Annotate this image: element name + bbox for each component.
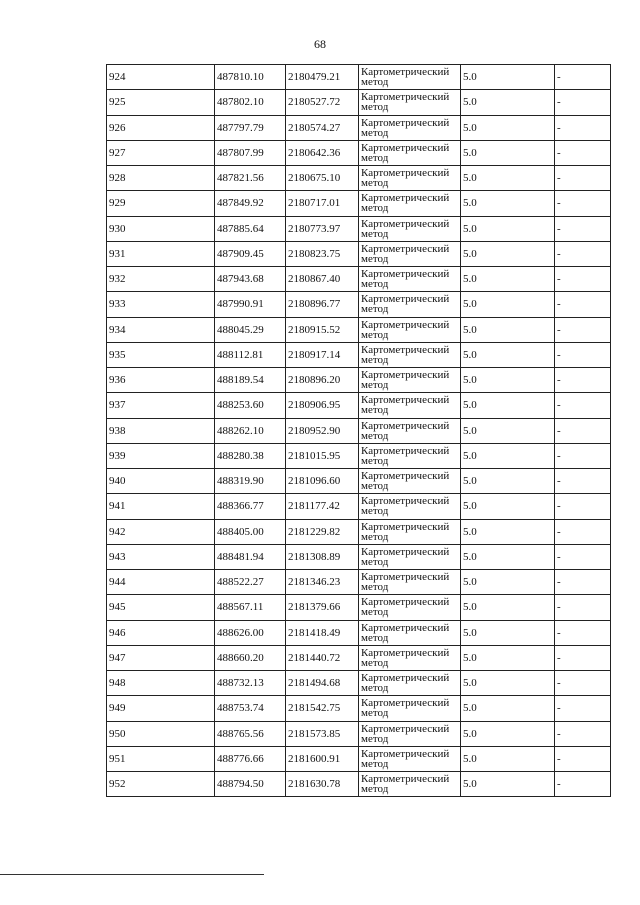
method-label-line2: метод xyxy=(361,530,389,543)
x-coordinate-cell: 488253.60 xyxy=(215,393,286,418)
method-label-line1: Картометрический xyxy=(361,141,450,154)
table-row xyxy=(107,90,611,115)
table-row xyxy=(107,772,611,797)
note-cell: - xyxy=(555,519,611,544)
method-cell xyxy=(359,90,461,115)
method-cell xyxy=(359,645,461,670)
accuracy-cell: 5.0 xyxy=(461,721,555,746)
point-number-cell: 935 xyxy=(107,342,215,367)
x-coordinate-cell: 487797.79 xyxy=(215,115,286,140)
y-coordinate-cell: 2180867.40 xyxy=(286,267,359,292)
method-cell xyxy=(359,544,461,569)
method-label-line2: метод xyxy=(361,707,389,720)
method-label-line1: Картометрический xyxy=(361,66,450,79)
x-coordinate-cell: 487802.10 xyxy=(215,90,286,115)
method-cell xyxy=(359,292,461,317)
accuracy-cell: 5.0 xyxy=(461,595,555,620)
note-cell: - xyxy=(555,620,611,645)
y-coordinate-cell: 2181096.60 xyxy=(286,469,359,494)
method-label-line1: Картометрический xyxy=(361,116,450,129)
method-label-line2: метод xyxy=(361,732,389,745)
method-label-line1: Картометрический xyxy=(361,747,450,760)
table-row xyxy=(107,519,611,544)
method-cell xyxy=(359,418,461,443)
method-label-line1: Картометрический xyxy=(361,419,450,432)
table-row xyxy=(107,696,611,721)
point-number-cell: 931 xyxy=(107,241,215,266)
accuracy-cell: 5.0 xyxy=(461,519,555,544)
note-cell: - xyxy=(555,342,611,367)
note-cell: - xyxy=(555,393,611,418)
accuracy-cell: 5.0 xyxy=(461,772,555,797)
x-coordinate-cell: 488319.90 xyxy=(215,469,286,494)
point-number-cell: 945 xyxy=(107,595,215,620)
method-label-line2: метод xyxy=(361,303,389,316)
accuracy-cell: 5.0 xyxy=(461,267,555,292)
method-cell xyxy=(359,267,461,292)
note-cell: - xyxy=(555,772,611,797)
accuracy-cell: 5.0 xyxy=(461,671,555,696)
y-coordinate-cell: 2181418.49 xyxy=(286,620,359,645)
point-number-cell: 928 xyxy=(107,166,215,191)
table-row xyxy=(107,191,611,216)
method-cell xyxy=(359,216,461,241)
method-cell xyxy=(359,140,461,165)
accuracy-cell: 5.0 xyxy=(461,216,555,241)
method-label-line2: метод xyxy=(361,227,389,240)
method-label-line2: метод xyxy=(361,631,389,644)
method-cell xyxy=(359,241,461,266)
method-label-line1: Картометрический xyxy=(361,621,450,634)
point-number-cell: 946 xyxy=(107,620,215,645)
method-label-line1: Картометрический xyxy=(361,242,450,255)
method-label-line2: метод xyxy=(361,278,389,291)
table-row xyxy=(107,645,611,670)
method-cell xyxy=(359,191,461,216)
method-cell xyxy=(359,115,461,140)
method-label-line2: метод xyxy=(361,177,389,190)
accuracy-cell: 5.0 xyxy=(461,393,555,418)
table-row xyxy=(107,443,611,468)
note-cell: - xyxy=(555,368,611,393)
method-cell xyxy=(359,595,461,620)
x-coordinate-cell: 487849.92 xyxy=(215,191,286,216)
table-row xyxy=(107,494,611,519)
accuracy-cell: 5.0 xyxy=(461,115,555,140)
method-label-line1: Картометрический xyxy=(361,444,450,457)
method-label-line2: метод xyxy=(361,656,389,669)
y-coordinate-cell: 2181015.95 xyxy=(286,443,359,468)
method-label-line2: метод xyxy=(361,783,389,796)
point-number-cell: 927 xyxy=(107,140,215,165)
point-number-cell: 951 xyxy=(107,746,215,771)
table-row xyxy=(107,115,611,140)
footnote-rule xyxy=(0,874,264,875)
method-label-line1: Картометрический xyxy=(361,571,450,584)
note-cell: - xyxy=(555,544,611,569)
point-number-cell: 939 xyxy=(107,443,215,468)
point-number-cell: 925 xyxy=(107,90,215,115)
point-number-cell: 937 xyxy=(107,393,215,418)
method-label-line2: метод xyxy=(361,202,389,215)
method-label-line2: метод xyxy=(361,757,389,770)
accuracy-cell: 5.0 xyxy=(461,620,555,645)
table-row xyxy=(107,292,611,317)
y-coordinate-cell: 2181177.42 xyxy=(286,494,359,519)
note-cell: - xyxy=(555,65,611,90)
method-label-line1: Картометрический xyxy=(361,646,450,659)
method-cell xyxy=(359,494,461,519)
y-coordinate-cell: 2181229.82 xyxy=(286,519,359,544)
note-cell: - xyxy=(555,570,611,595)
method-cell xyxy=(359,620,461,645)
y-coordinate-cell: 2180952.90 xyxy=(286,418,359,443)
y-coordinate-cell: 2181379.66 xyxy=(286,595,359,620)
method-label-line2: метод xyxy=(361,76,389,89)
method-label-line2: метод xyxy=(361,480,389,493)
point-number-cell: 936 xyxy=(107,368,215,393)
table-row xyxy=(107,469,611,494)
method-cell xyxy=(359,443,461,468)
table-row xyxy=(107,544,611,569)
y-coordinate-cell: 2180906.95 xyxy=(286,393,359,418)
method-label-line1: Картометрический xyxy=(361,394,450,407)
note-cell: - xyxy=(555,115,611,140)
x-coordinate-cell: 488112.81 xyxy=(215,342,286,367)
y-coordinate-cell: 2181346.23 xyxy=(286,570,359,595)
y-coordinate-cell: 2180896.20 xyxy=(286,368,359,393)
x-coordinate-cell: 488626.00 xyxy=(215,620,286,645)
accuracy-cell: 5.0 xyxy=(461,342,555,367)
point-number-cell: 938 xyxy=(107,418,215,443)
table-row xyxy=(107,393,611,418)
note-cell: - xyxy=(555,469,611,494)
accuracy-cell: 5.0 xyxy=(461,90,555,115)
method-label-line1: Картометрический xyxy=(361,470,450,483)
point-number-cell: 941 xyxy=(107,494,215,519)
table-row xyxy=(107,620,611,645)
method-label-line1: Картометрический xyxy=(361,318,450,331)
x-coordinate-cell: 487909.45 xyxy=(215,241,286,266)
page-number: 68 xyxy=(314,37,326,51)
method-cell xyxy=(359,393,461,418)
accuracy-cell: 5.0 xyxy=(461,191,555,216)
point-number-cell: 948 xyxy=(107,671,215,696)
y-coordinate-cell: 2180479.21 xyxy=(286,65,359,90)
y-coordinate-cell: 2181542.75 xyxy=(286,696,359,721)
table-row xyxy=(107,267,611,292)
table-row xyxy=(107,241,611,266)
y-coordinate-cell: 2180527.72 xyxy=(286,90,359,115)
accuracy-cell: 5.0 xyxy=(461,292,555,317)
y-coordinate-cell: 2180574.27 xyxy=(286,115,359,140)
method-label-line1: Картометрический xyxy=(361,167,450,180)
x-coordinate-cell: 488405.00 xyxy=(215,519,286,544)
y-coordinate-cell: 2180823.75 xyxy=(286,241,359,266)
point-number-cell: 926 xyxy=(107,115,215,140)
y-coordinate-cell: 2181573.85 xyxy=(286,721,359,746)
table-row xyxy=(107,671,611,696)
method-cell xyxy=(359,166,461,191)
point-number-cell: 943 xyxy=(107,544,215,569)
point-number-cell: 930 xyxy=(107,216,215,241)
method-label-line1: Картометрический xyxy=(361,217,450,230)
method-label-line2: метод xyxy=(361,151,389,164)
method-cell xyxy=(359,317,461,342)
method-label-line2: метод xyxy=(361,454,389,467)
x-coordinate-cell: 488660.20 xyxy=(215,645,286,670)
point-number-cell: 947 xyxy=(107,645,215,670)
method-cell xyxy=(359,746,461,771)
table-row xyxy=(107,418,611,443)
y-coordinate-cell: 2180642.36 xyxy=(286,140,359,165)
accuracy-cell: 5.0 xyxy=(461,368,555,393)
note-cell: - xyxy=(555,595,611,620)
table-row xyxy=(107,342,611,367)
method-label-line1: Картометрический xyxy=(361,369,450,382)
method-cell xyxy=(359,519,461,544)
note-cell: - xyxy=(555,267,611,292)
accuracy-cell: 5.0 xyxy=(461,166,555,191)
method-label-line2: метод xyxy=(361,252,389,265)
method-label-line2: метод xyxy=(361,328,389,341)
accuracy-cell: 5.0 xyxy=(461,418,555,443)
accuracy-cell: 5.0 xyxy=(461,570,555,595)
method-cell xyxy=(359,342,461,367)
accuracy-cell: 5.0 xyxy=(461,696,555,721)
method-label-line2: метод xyxy=(361,126,389,139)
method-cell xyxy=(359,469,461,494)
note-cell: - xyxy=(555,721,611,746)
note-cell: - xyxy=(555,241,611,266)
point-number-cell: 932 xyxy=(107,267,215,292)
x-coordinate-cell: 488753.74 xyxy=(215,696,286,721)
accuracy-cell: 5.0 xyxy=(461,645,555,670)
point-number-cell: 944 xyxy=(107,570,215,595)
coordinates-table-body xyxy=(107,65,611,797)
method-label-line2: метод xyxy=(361,101,389,114)
method-label-line2: метод xyxy=(361,429,389,442)
note-cell: - xyxy=(555,191,611,216)
note-cell: - xyxy=(555,746,611,771)
accuracy-cell: 5.0 xyxy=(461,140,555,165)
x-coordinate-cell: 488045.29 xyxy=(215,317,286,342)
table-row xyxy=(107,317,611,342)
accuracy-cell: 5.0 xyxy=(461,443,555,468)
x-coordinate-cell: 488732.13 xyxy=(215,671,286,696)
table-row xyxy=(107,166,611,191)
x-coordinate-cell: 487821.56 xyxy=(215,166,286,191)
accuracy-cell: 5.0 xyxy=(461,544,555,569)
y-coordinate-cell: 2181630.78 xyxy=(286,772,359,797)
method-label-line1: Картометрический xyxy=(361,293,450,306)
note-cell: - xyxy=(555,443,611,468)
x-coordinate-cell: 488189.54 xyxy=(215,368,286,393)
method-label-line2: метод xyxy=(361,379,389,392)
x-coordinate-cell: 488522.27 xyxy=(215,570,286,595)
method-label-line2: метод xyxy=(361,353,389,366)
x-coordinate-cell: 488481.94 xyxy=(215,544,286,569)
accuracy-cell: 5.0 xyxy=(461,494,555,519)
point-number-cell: 942 xyxy=(107,519,215,544)
table-row xyxy=(107,746,611,771)
x-coordinate-cell: 488262.10 xyxy=(215,418,286,443)
table-row xyxy=(107,65,611,90)
table-row xyxy=(107,570,611,595)
x-coordinate-cell: 487807.99 xyxy=(215,140,286,165)
method-cell xyxy=(359,570,461,595)
point-number-cell: 929 xyxy=(107,191,215,216)
method-cell xyxy=(359,696,461,721)
x-coordinate-cell: 487885.64 xyxy=(215,216,286,241)
method-label-line1: Картометрический xyxy=(361,672,450,685)
method-cell xyxy=(359,721,461,746)
point-number-cell: 952 xyxy=(107,772,215,797)
accuracy-cell: 5.0 xyxy=(461,469,555,494)
y-coordinate-cell: 2180675.10 xyxy=(286,166,359,191)
method-label-line1: Картометрический xyxy=(361,596,450,609)
y-coordinate-cell: 2181600.91 xyxy=(286,746,359,771)
y-coordinate-cell: 2180717.01 xyxy=(286,191,359,216)
method-label-line1: Картометрический xyxy=(361,722,450,735)
point-number-cell: 933 xyxy=(107,292,215,317)
method-label-line2: метод xyxy=(361,555,389,568)
accuracy-cell: 5.0 xyxy=(461,65,555,90)
method-label-line1: Картометрический xyxy=(361,773,450,786)
note-cell: - xyxy=(555,494,611,519)
point-number-cell: 950 xyxy=(107,721,215,746)
method-label-line2: метод xyxy=(361,606,389,619)
table-row xyxy=(107,721,611,746)
method-label-line2: метод xyxy=(361,505,389,518)
y-coordinate-cell: 2181440.72 xyxy=(286,645,359,670)
method-label-line1: Картометрический xyxy=(361,91,450,104)
method-label-line2: метод xyxy=(361,404,389,417)
method-cell xyxy=(359,65,461,90)
x-coordinate-cell: 487990.91 xyxy=(215,292,286,317)
method-label-line1: Картометрический xyxy=(361,545,450,558)
accuracy-cell: 5.0 xyxy=(461,241,555,266)
method-label-line1: Картометрический xyxy=(361,697,450,710)
y-coordinate-cell: 2180915.52 xyxy=(286,317,359,342)
method-cell xyxy=(359,772,461,797)
note-cell: - xyxy=(555,645,611,670)
accuracy-cell: 5.0 xyxy=(461,746,555,771)
x-coordinate-cell: 487943.68 xyxy=(215,267,286,292)
y-coordinate-cell: 2181308.89 xyxy=(286,544,359,569)
note-cell: - xyxy=(555,166,611,191)
accuracy-cell: 5.0 xyxy=(461,317,555,342)
note-cell: - xyxy=(555,317,611,342)
method-label-line1: Картометрический xyxy=(361,192,450,205)
table-row xyxy=(107,140,611,165)
x-coordinate-cell: 488567.11 xyxy=(215,595,286,620)
method-label-line1: Картометрический xyxy=(361,343,450,356)
table-row xyxy=(107,368,611,393)
y-coordinate-cell: 2181494.68 xyxy=(286,671,359,696)
point-number-cell: 924 xyxy=(107,65,215,90)
point-number-cell: 949 xyxy=(107,696,215,721)
x-coordinate-cell: 488776.66 xyxy=(215,746,286,771)
method-label-line2: метод xyxy=(361,581,389,594)
note-cell: - xyxy=(555,216,611,241)
x-coordinate-cell: 488366.77 xyxy=(215,494,286,519)
method-label-line1: Картометрический xyxy=(361,495,450,508)
note-cell: - xyxy=(555,90,611,115)
method-label-line2: метод xyxy=(361,682,389,695)
x-coordinate-cell: 487810.10 xyxy=(215,65,286,90)
note-cell: - xyxy=(555,140,611,165)
x-coordinate-cell: 488794.50 xyxy=(215,772,286,797)
method-cell xyxy=(359,368,461,393)
method-label-line1: Картометрический xyxy=(361,268,450,281)
y-coordinate-cell: 2180896.77 xyxy=(286,292,359,317)
x-coordinate-cell: 488765.56 xyxy=(215,721,286,746)
note-cell: - xyxy=(555,696,611,721)
y-coordinate-cell: 2180773.97 xyxy=(286,216,359,241)
method-cell xyxy=(359,671,461,696)
coordinates-table xyxy=(106,64,611,797)
y-coordinate-cell: 2180917.14 xyxy=(286,342,359,367)
note-cell: - xyxy=(555,292,611,317)
table-row xyxy=(107,216,611,241)
note-cell: - xyxy=(555,418,611,443)
note-cell: - xyxy=(555,671,611,696)
table-row xyxy=(107,595,611,620)
point-number-cell: 934 xyxy=(107,317,215,342)
method-label-line1: Картометрический xyxy=(361,520,450,533)
x-coordinate-cell: 488280.38 xyxy=(215,443,286,468)
point-number-cell: 940 xyxy=(107,469,215,494)
